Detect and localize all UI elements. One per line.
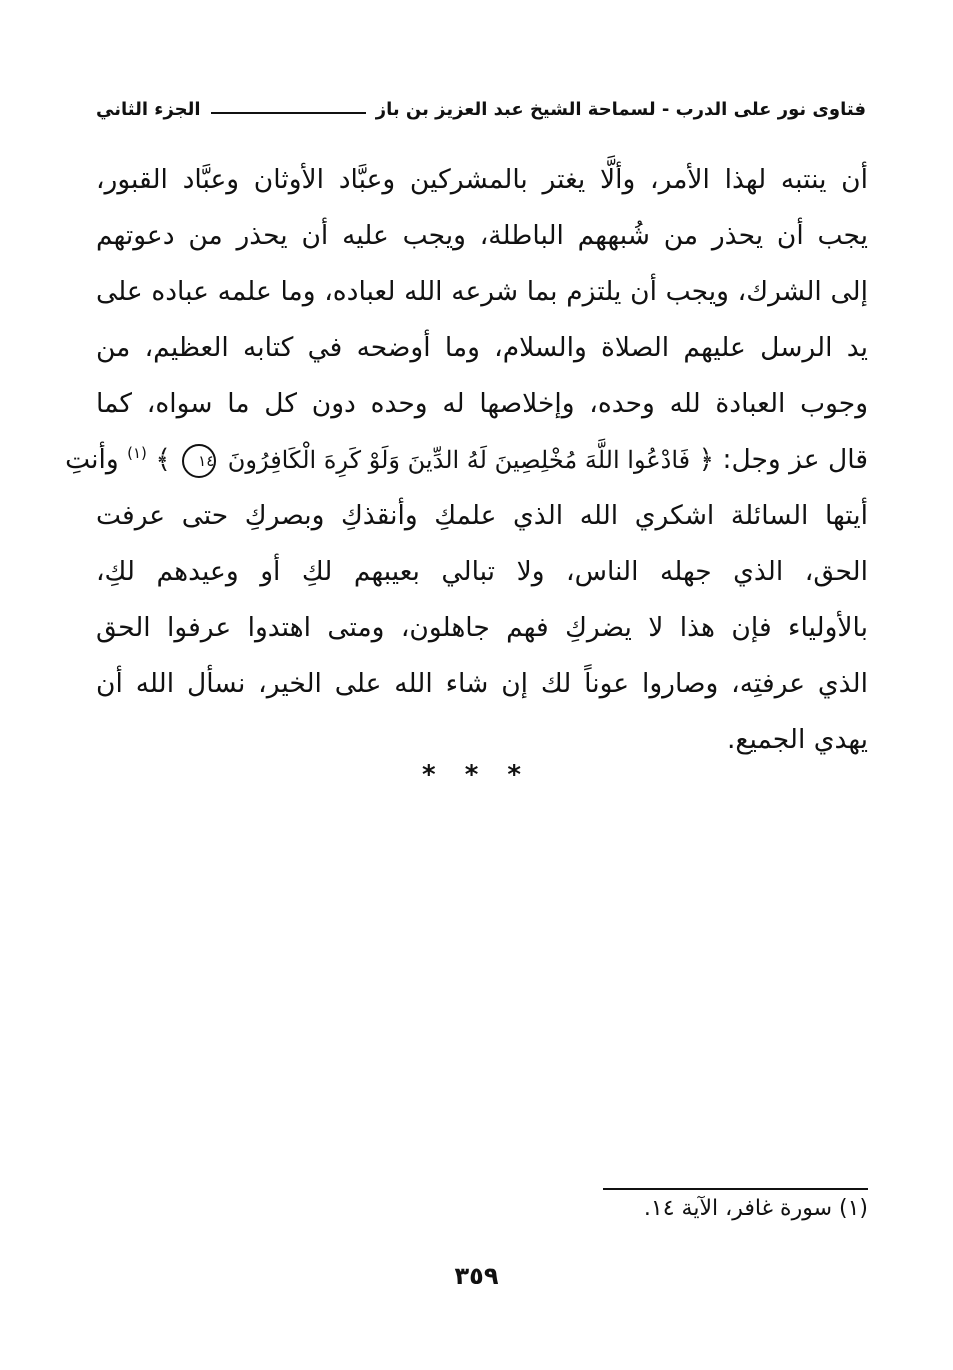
body-line: بالأولياء فإن هذا لا يضركِ فهم جاهلون، ومتى اهتدوا عرفوا الحق [96, 612, 868, 643]
header-volume-label: الجزء الثاني [96, 98, 201, 120]
body-line: يد الرسل عليهم الصلاة والسلام، وما أوضحه في كتابه العظيم، من [96, 332, 868, 363]
body-line: يجب أن يحذر من شُبههم الباطلة، ويجب عليه أن يحذر من دعوتهم [96, 220, 868, 251]
body-line: أن ينتبه لهذا الأمر، وألَّا يغتر بالمشركين وعبَّاد الأوثان وعبَّاد القبور، [96, 164, 868, 195]
body-line: إلى الشرك، ويجب أن يلتزم بما شرعه الله لعباده، وما علمه عباده على [96, 276, 868, 307]
body-line: الذي عرفتِه، وصاروا عوناً لك إن شاء الله على الخير، نسأل الله أن [96, 668, 868, 699]
quran-verse-line [65, 432, 868, 488]
quran-verse: فَادْعُوا اللَّهَ مُخْلِصِينَ لَهُ الدِّينَ وَلَوْ كَرِهَ الْكَافِرُونَ [227, 446, 691, 474]
page-number: ٣٥٩ [454, 1262, 499, 1290]
verse-close-bracket: ﴾ [155, 444, 171, 475]
body-line: الحق، الذي جهله الناس، ولا تبالي بعيبهم لكِ أو وعيدهم لكِ، [96, 556, 868, 587]
body-line: وجوب العبادة لله وحده، وإخلاصها له وحده دون كل ما سواه، كما [96, 388, 868, 419]
verse-number-marker: ١٤ [182, 444, 216, 478]
footnote-rule [603, 1188, 868, 1190]
body-line: أيتها السائلة اشكري الله الذي علمكِ وأنقذكِ وبصركِ حتى عرفت [96, 500, 868, 531]
verse-intro: قال عز وجل: [722, 444, 868, 475]
running-header [96, 92, 866, 126]
section-separator: * * * [422, 760, 531, 790]
header-rule [211, 112, 366, 114]
verse-open-bracket: ﴿ [698, 444, 715, 475]
header-book-title: فتاوى نور على الدرب - لسماحة الشيخ عبد العزيز بن باز [375, 98, 866, 120]
fatwa-body [65, 152, 868, 768]
footnote-reference: (١) [127, 444, 147, 463]
footnote: (١) سورة غافر، الآية ١٤. [643, 1196, 868, 1221]
verse-after-text: وأنتِ [65, 444, 119, 475]
body-line: يهدي الجميع. [726, 724, 868, 755]
